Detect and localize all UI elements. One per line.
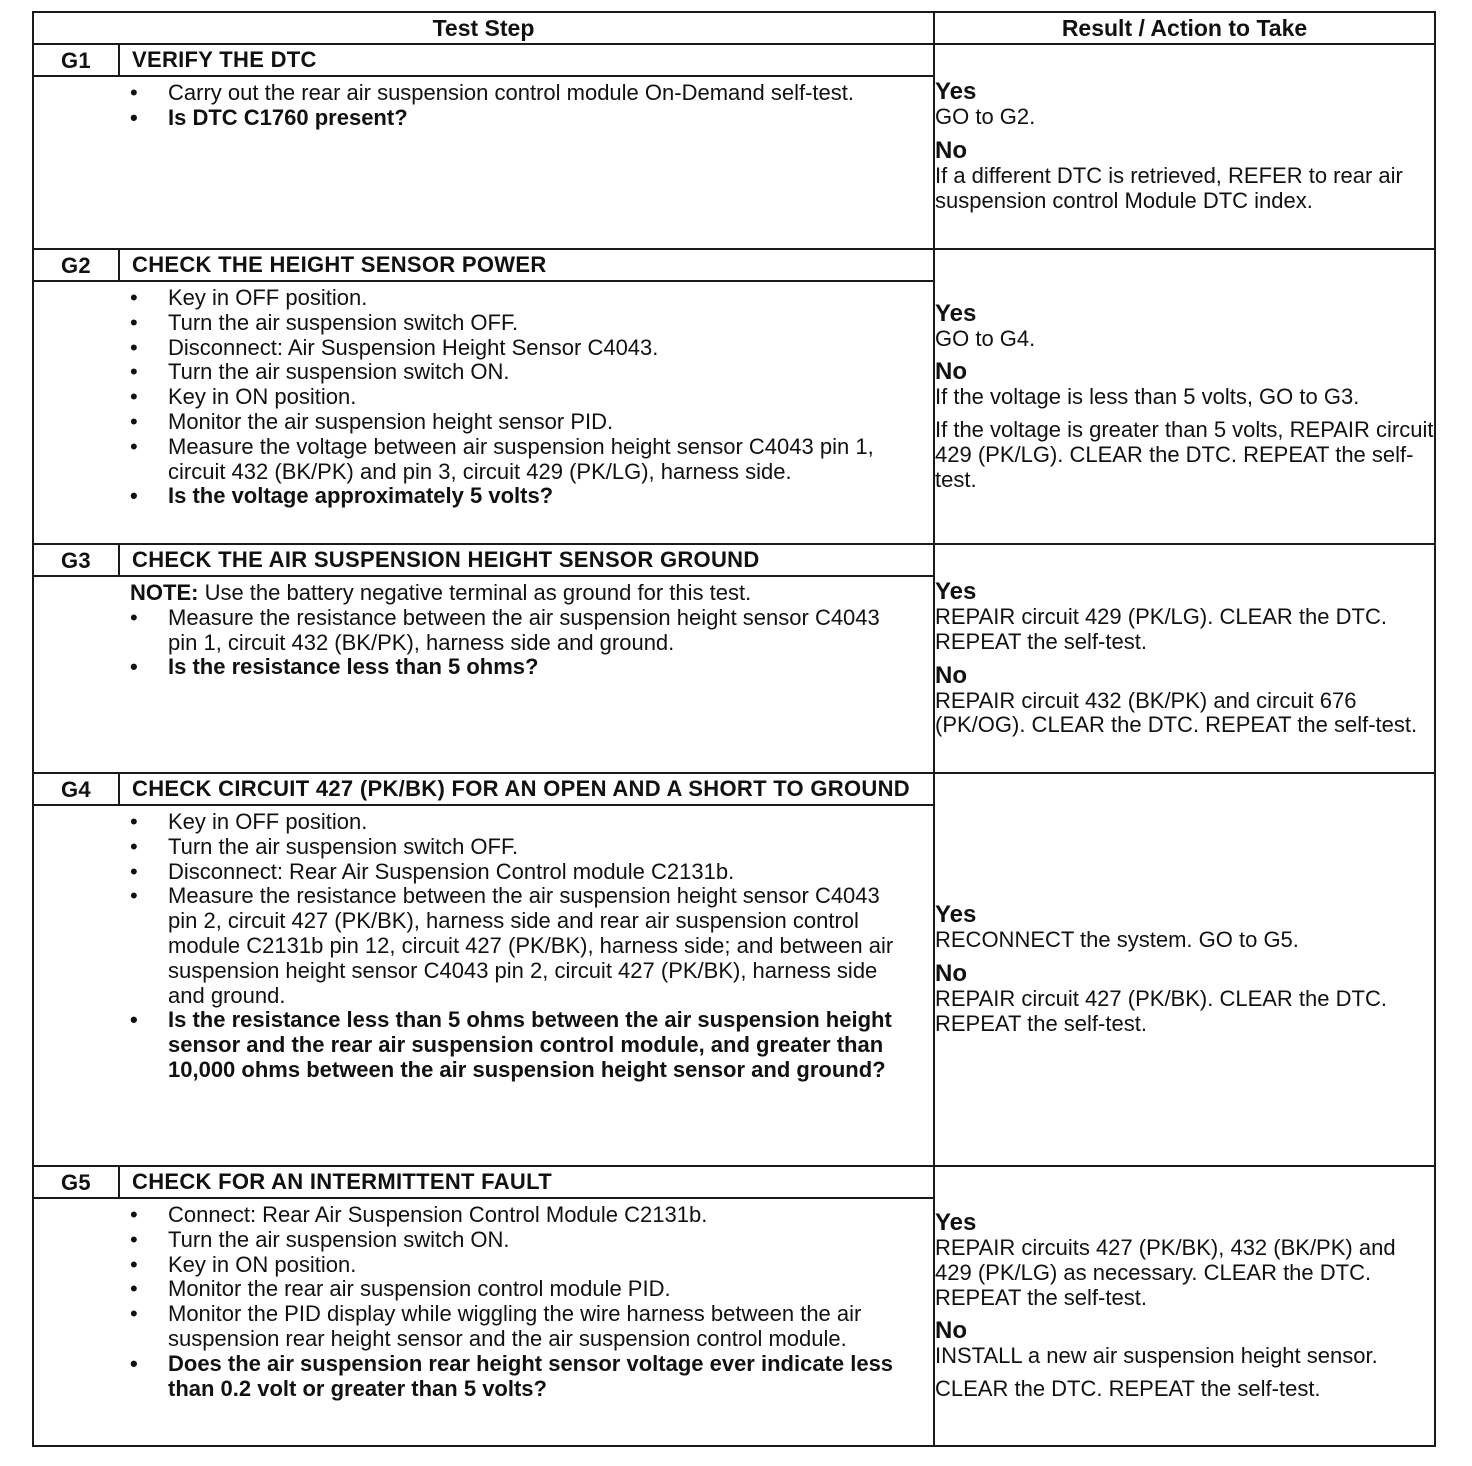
no-text: CLEAR the DTC. REPEAT the self-test. bbox=[935, 1376, 1321, 1402]
step-item: • Key in OFF position. bbox=[130, 810, 897, 835]
result-cell bbox=[934, 1166, 1435, 1446]
no-label: No bbox=[935, 137, 967, 165]
yes-label: Yes bbox=[935, 78, 977, 106]
result-cell bbox=[934, 249, 1435, 544]
yes-label: Yes bbox=[935, 901, 977, 929]
yes-text: GO to G4. bbox=[935, 325, 1036, 351]
step-item: • Monitor the PID display while wiggling the wire harness between the air suspension rear height sensor and the air suspension control module. bbox=[130, 1302, 897, 1352]
step-title: CHECK THE HEIGHT SENSOR POWER bbox=[132, 252, 547, 277]
step-item-list bbox=[130, 286, 897, 509]
table-row bbox=[33, 773, 1435, 1166]
step-header bbox=[34, 1167, 933, 1199]
header-test-step: Test Step bbox=[33, 12, 934, 44]
step-title: CHECK FOR AN INTERMITTENT FAULT bbox=[132, 1169, 552, 1194]
step-item: • Turn the air suspension switch OFF. bbox=[130, 835, 897, 860]
step-item-list bbox=[130, 81, 897, 131]
no-label: No bbox=[935, 358, 967, 386]
no-text: If the voltage is greater than 5 volts, REPAIR circuit 429 (PK/LG). CLEAR the DTC. REPEAT the self-test. bbox=[935, 417, 1434, 492]
step-item: • Key in ON position. bbox=[130, 1253, 897, 1278]
step-item: • Monitor the air suspension height sensor PID. bbox=[130, 410, 897, 435]
no-text: REPAIR circuit 432 (BK/PK) and circuit 676 (PK/OG). CLEAR the DTC. REPEAT the self-test. bbox=[935, 687, 1418, 738]
step-question: • Does the air suspension rear height sensor voltage ever indicate less than 0.2 volt or greater than 5 volts? bbox=[130, 1352, 897, 1402]
step-item: • Turn the air suspension switch ON. bbox=[130, 1228, 897, 1253]
step-item: • Monitor the rear air suspension control module PID. bbox=[130, 1277, 897, 1302]
no-label: No bbox=[935, 1317, 967, 1345]
step-id: G4 bbox=[34, 774, 120, 804]
step-id: G3 bbox=[34, 545, 120, 575]
step-question: • Is the voltage approximately 5 volts? bbox=[130, 484, 897, 509]
result-cell bbox=[934, 544, 1435, 773]
step-body bbox=[34, 282, 933, 513]
step-id: G1 bbox=[34, 45, 120, 75]
step-question: • Is the resistance less than 5 ohms? bbox=[130, 655, 897, 680]
yes-text: GO to G2. bbox=[935, 104, 1036, 130]
note-text: Use the battery negative terminal as ground for this test. bbox=[198, 580, 752, 605]
step-header bbox=[34, 45, 933, 77]
no-text: INSTALL a new air suspension height sensor. bbox=[935, 1343, 1378, 1369]
step-body bbox=[34, 577, 933, 684]
yes-label: Yes bbox=[935, 577, 977, 605]
step-item: • Disconnect: Air Suspension Height Sensor C4043. bbox=[130, 336, 897, 361]
step-question: • Is the resistance less than 5 ohms between the air suspension height sensor and the rear air suspension control module, and greater than 10,000 ohms between the air suspension height sensor and ground? bbox=[130, 1008, 897, 1082]
step-item: • Measure the voltage between air suspension height sensor C4043 pin 1, circuit 432 (BK/PK) and pin 3, circuit 429 (PK/LG), harness side. bbox=[130, 435, 897, 485]
step-item: • Disconnect: Rear Air Suspension Control module C2131b. bbox=[130, 860, 897, 885]
step-header bbox=[34, 250, 933, 282]
step-header bbox=[34, 545, 933, 577]
step-title: CHECK THE AIR SUSPENSION HEIGHT SENSOR GROUND bbox=[132, 547, 760, 572]
step-body bbox=[34, 77, 933, 135]
step-item: • Measure the resistance between the air suspension height sensor C4043 pin 1, circuit 432 (BK/PK), harness side and ground. bbox=[130, 606, 897, 656]
yes-text: REPAIR circuits 427 (PK/BK), 432 (BK/PK) and 429 (PK/LG) as necessary. CLEAR the DTC. REPEAT the self-test. bbox=[935, 1235, 1396, 1310]
step-note bbox=[130, 581, 897, 606]
step-item: • Key in ON position. bbox=[130, 385, 897, 410]
step-body bbox=[34, 1199, 933, 1405]
no-text: If a different DTC is retrieved, REFER to rear air suspension control Module DTC index. bbox=[935, 163, 1403, 213]
step-item: • Carry out the rear air suspension control module On-Demand self-test. bbox=[130, 81, 897, 106]
note-label: NOTE: bbox=[130, 580, 199, 605]
table-row bbox=[33, 544, 1435, 773]
step-id: G5 bbox=[34, 1167, 120, 1197]
test-step-cell bbox=[33, 544, 934, 773]
step-header bbox=[34, 774, 933, 806]
step-item: • Measure the resistance between the air suspension height sensor C4043 pin 2, circuit 427 (PK/BK), harness side and rear air suspension control module C2131b pin 12, circuit 427 (PK/BK), harness side; and between air suspension height sensor C4043 pin 2, circuit 427 (PK/BK), harness side and ground. bbox=[130, 884, 897, 1008]
test-step-cell bbox=[33, 44, 934, 249]
step-title: CHECK CIRCUIT 427 (PK/BK) FOR AN OPEN AND A SHORT TO GROUND bbox=[132, 776, 910, 801]
yes-label: Yes bbox=[935, 1209, 977, 1236]
table-row bbox=[33, 249, 1435, 544]
step-title: VERIFY THE DTC bbox=[132, 47, 317, 72]
result-cell bbox=[934, 773, 1435, 1166]
yes-label: Yes bbox=[935, 299, 977, 327]
test-step-cell bbox=[33, 773, 934, 1166]
step-id: G2 bbox=[34, 250, 120, 280]
step-item-list bbox=[130, 810, 897, 1083]
test-step-cell bbox=[33, 249, 934, 544]
step-item: • Connect: Rear Air Suspension Control Module C2131b. bbox=[130, 1203, 897, 1228]
no-text: REPAIR circuit 427 (PK/BK). CLEAR the DTC. REPEAT the self-test. bbox=[935, 986, 1387, 1036]
step-question: • Is DTC C1760 present? bbox=[130, 106, 897, 131]
diagnostic-table bbox=[32, 11, 1436, 1447]
step-item-list bbox=[130, 1203, 897, 1401]
table-header-row bbox=[33, 12, 1435, 44]
table-row bbox=[33, 44, 1435, 249]
no-label: No bbox=[935, 661, 967, 689]
step-item: • Key in OFF position. bbox=[130, 286, 897, 311]
no-text: If the voltage is less than 5 volts, GO to G3. bbox=[935, 384, 1360, 410]
yes-text: RECONNECT the system. GO to G5. bbox=[935, 927, 1299, 953]
header-result-action: Result / Action to Take bbox=[934, 12, 1435, 44]
step-body bbox=[34, 806, 933, 1087]
result-cell bbox=[934, 44, 1435, 249]
step-item: • Turn the air suspension switch ON. bbox=[130, 360, 897, 385]
no-label: No bbox=[935, 960, 967, 988]
test-step-cell bbox=[33, 1166, 934, 1446]
step-item: • Turn the air suspension switch OFF. bbox=[130, 311, 897, 336]
table-row bbox=[33, 1166, 1435, 1446]
step-item-list bbox=[130, 606, 897, 680]
yes-text: REPAIR circuit 429 (PK/LG). CLEAR the DTC. REPEAT the self-test. bbox=[935, 603, 1387, 654]
